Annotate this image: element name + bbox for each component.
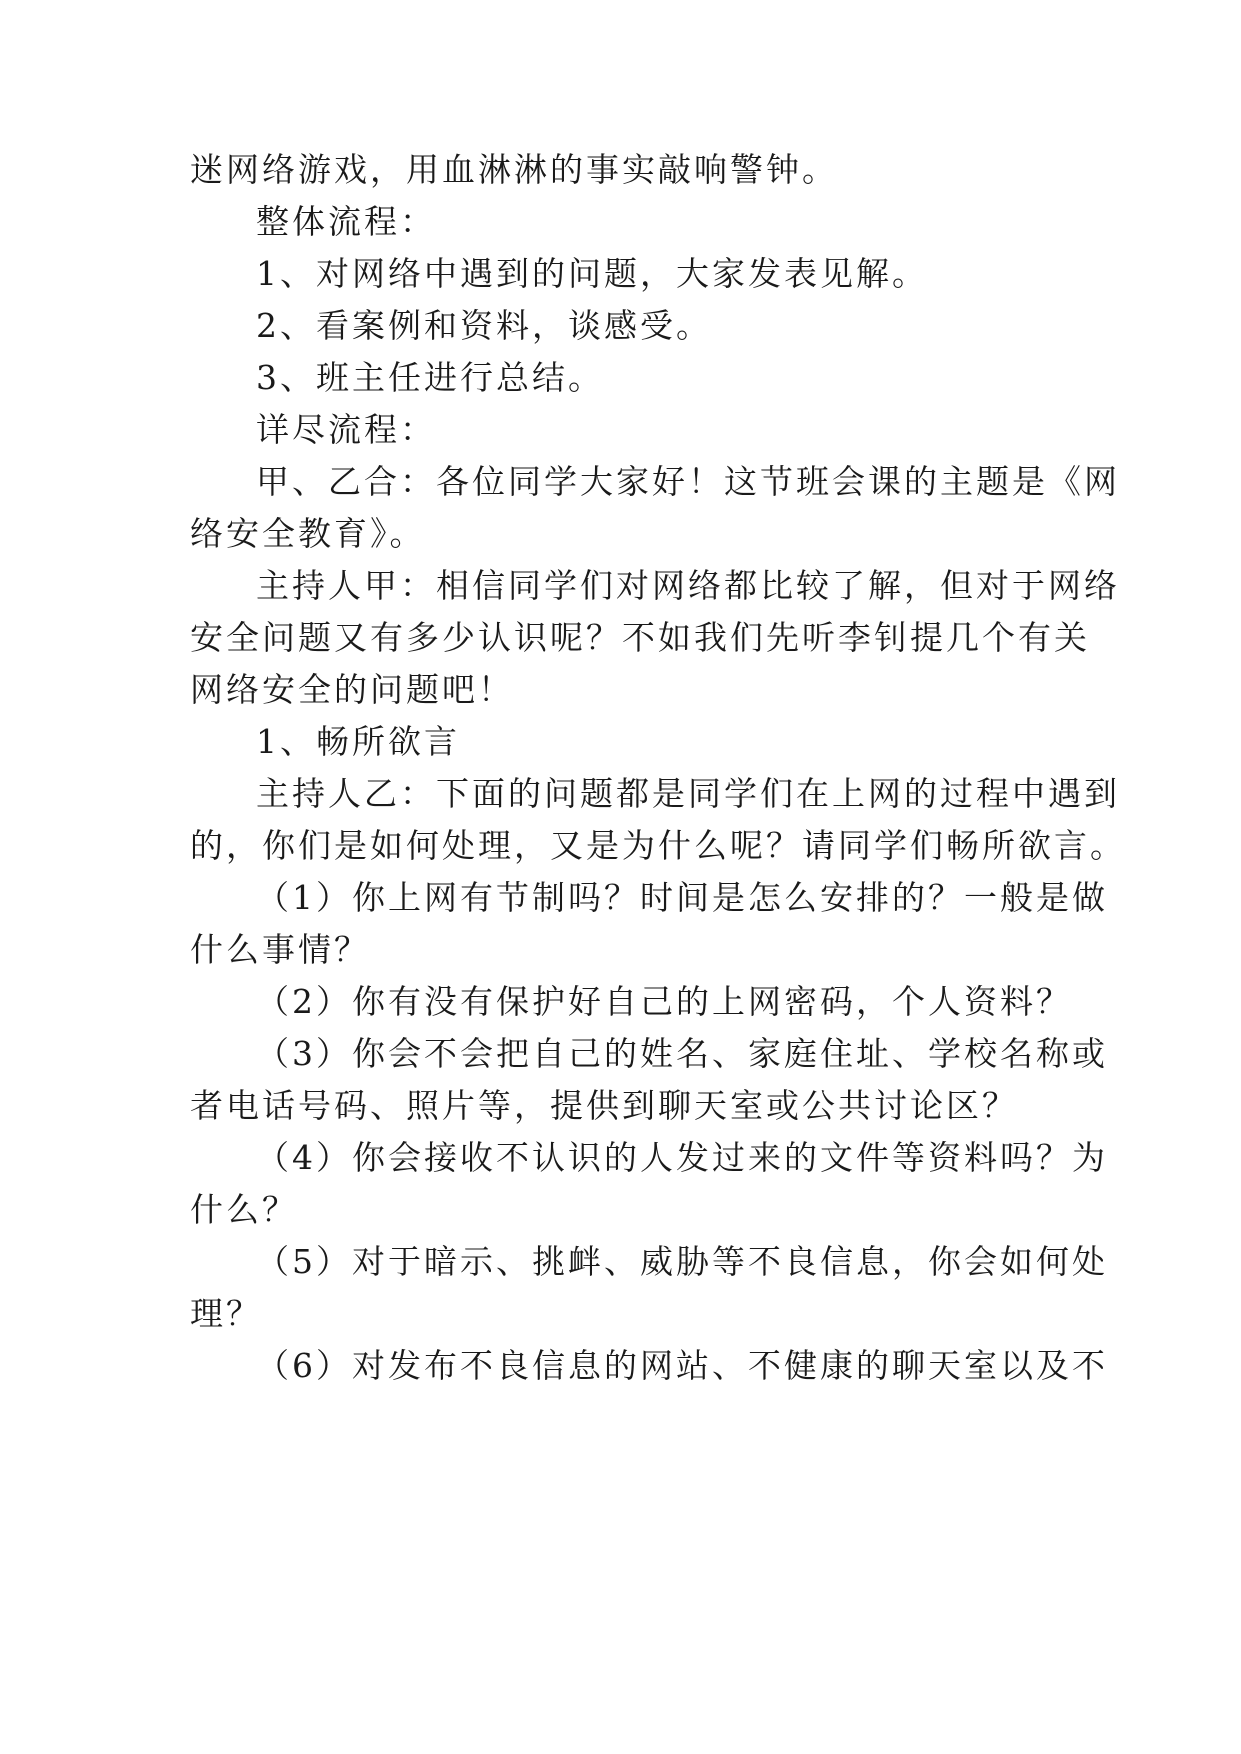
text-line: 网络安全的问题吧！: [190, 670, 514, 709]
question-item: （3）你会不会把自己的姓名、家庭住址、学校名称或: [256, 1034, 1108, 1073]
text-line: 安全问题又有多少认识呢？不如我们先听李钊提几个有关: [190, 618, 1090, 657]
text-line: 主持人乙：下面的问题都是同学们在上网的过程中遇到: [256, 774, 1120, 813]
text-line: 什么？: [190, 1190, 298, 1229]
text-line: 的，你们是如何处理，又是为什么呢？请同学们畅所欲言。: [190, 826, 1126, 865]
text-line: 主持人甲：相信同学们对网络都比较了解，但对于网络: [256, 566, 1120, 605]
heading-detailed-process: 详尽流程：: [256, 410, 436, 449]
text-line: 甲、乙合：各位同学大家好！这节班会课的主题是《网: [256, 462, 1120, 501]
question-item: （5）对于暗示、挑衅、威胁等不良信息，你会如何处: [256, 1242, 1108, 1281]
question-item: （2）你有没有保护好自己的上网密码，个人资料？: [256, 982, 1072, 1021]
question-item: （4）你会接收不认识的人发过来的文件等资料吗？为: [256, 1138, 1108, 1177]
text-line: 络安全教育》。: [190, 514, 426, 553]
question-item: （1）你上网有节制吗？时间是怎么安排的？一般是做: [256, 878, 1108, 917]
text-line: 迷网络游戏，用血淋淋的事实敲响警钟。: [190, 150, 838, 189]
list-item: 2、看案例和资料，谈感受。: [256, 306, 712, 345]
text-line: 者电话号码、照片等，提供到聊天室或公共讨论区？: [190, 1086, 1018, 1125]
text-line: 什么事情？: [190, 930, 370, 969]
list-item: 1、对网络中遇到的问题，大家发表见解。: [256, 254, 928, 293]
heading-overall-process: 整体流程：: [256, 202, 436, 241]
text-line: 理？: [190, 1294, 262, 1333]
section-heading: 1、畅所欲言: [256, 722, 460, 761]
list-item: 3、班主任进行总结。: [256, 358, 604, 397]
question-item: （6）对发布不良信息的网站、不健康的聊天室以及不: [256, 1346, 1108, 1385]
